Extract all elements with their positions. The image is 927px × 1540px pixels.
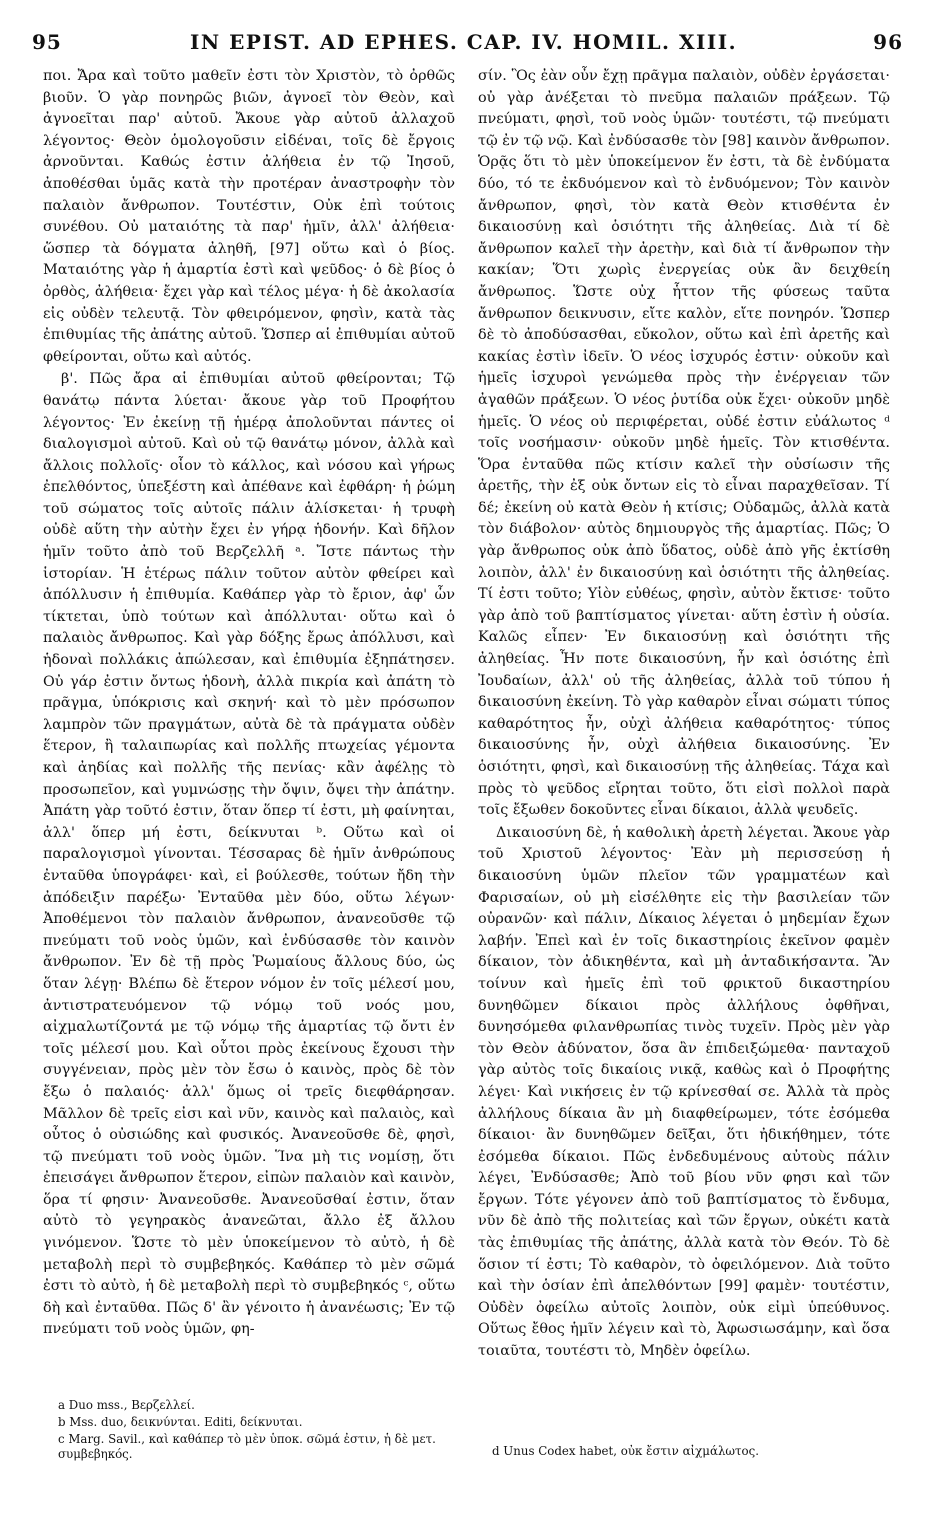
page-header (0, 30, 927, 60)
running-title: IN EPIST. AD EPHES. CAP. IV. HOMIL. XIII. (189, 30, 738, 54)
footnote-c: c Marg. Savil., καὶ καθάπερ τὸ μὲν ὑποκ. σῶμά ἐστιν, ἡ δὲ μετ. συμβεβηκός. (58, 1432, 436, 1461)
right-column (478, 66, 890, 1364)
left-paragraph-1: ποι. Ἄρα καὶ τοῦτο μαθεῖν ἐστι τὸν Χριστὸν, τὸ ὀρθῶς βιοῦν. Ὁ γὰρ πονηρῶς βιῶν, ἀγνοεῖ τὸν Θεὸν, καὶ ἀγνοεῖται παρ' αὐτοῦ. Ἄκουε γὰρ αὐτοῦ ἀλλαχοῦ λέγοντος· Θεὸν ὁμολογοῦσιν εἰδέναι, τοῖς δὲ ἔργοις ἀρνοῦνται. Καθώς ἐστιν ἀλήθεια ἐν τῷ Ἰησοῦ, ἀποθέσθαι ὑμᾶς κατὰ τὴν προτέραν ἀναστροφὴν τὸν παλαιὸν ἄνθρωπον. Τουτέστιν, Οὐκ ἐπὶ τούτοις συνέθου. Οὐ ματαιότης τὰ παρ' ἡμῖν, ἀλλ' ἀλήθεια· ὥσπερ τὰ δόγματα ἀληθῆ, [97] οὕτω καὶ ὁ βίος. Ματαιότης γὰρ ἡ ἁμαρτία ἐστὶ καὶ ψεῦδος· ὁ δὲ βίος ὁ ὀρθὸς, ἀλήθεια· ἔχει γὰρ καὶ τέλος μέγα· ἡ δὲ ἀκολασία εἰς οὐδὲν τελευτᾷ. Τὸν φθειρόμενον, φησὶν, κατὰ τὰς ἐπιθυμίας τῆς ἀπάτης αὐτοῦ. Ὥσπερ αἱ ἐπιθυμίαι αὐτοῦ φθείρονται, οὕτω καὶ αὐτός. (43, 68, 455, 365)
left-column (43, 66, 455, 1342)
footnote-a: a Duo mss., Βερζελλεί. (58, 1398, 195, 1412)
left-footnotes (58, 1398, 453, 1464)
right-paragraph-2: Δικαιοσύνη δὲ, ἡ καθολικὴ ἀρετὴ λέγεται. Ἄκουε γὰρ τοῦ Χριστοῦ λέγοντος· Ἐὰν μὴ περισσεύσῃ ἡ δικαιοσύνη ὑμῶν πλεῖον τῶν γραμματέων καὶ Φαρισαίων, οὐ μὴ εἰσέλθητε εἰς τὴν βασιλείαν τῶν οὐρανῶν· καὶ πάλιν, Δίκαιος λέγεται ὁ μηδεμίαν ἔχων λαβήν. Ἐπεὶ καὶ ἐν τοῖς δικαστηρίοις ἐκεῖνον φαμὲν δίκαιον, τὸν ἀδικηθέντα, καὶ μὴ ἀνταδικήσαντα. Ἂν τοίνυν καὶ ἡμεῖς ἐπὶ τοῦ φρικτοῦ δικαστηρίου δυνηθῶμεν δίκαιοι πρὸς ἀλλήλους ὀφθῆναι, δυνησόμεθα φιλανθρωπίας τινὸς τυχεῖν. Πρὸς μὲν γὰρ τὸν Θεὸν ἀδύνατον, ὅσα ἂν ἐπιδειξώμεθα· πανταχοῦ γὰρ αὐτὸς τοῖς δικαίοις νικᾷ, καθὼς καὶ ὁ Προφήτης λέγει· Καὶ νικήσεις ἐν τῷ κρίνεσθαί σε. Ἀλλὰ τὰ πρὸς ἀλλήλους δίκαια ἂν μὴ διαφθείρωμεν, τότε ἐσόμεθα δίκαιοι· ἂν δυνηθῶμεν δεῖξαι, ὅτι ἠδικήθημεν, τότε ἐσόμεθα δίκαιοι. Πῶς ἐνδεδυμένους αὐτοὺς πάλιν λέγει, Ἐνδύσασθε; Ἀπὸ τοῦ βίου νῦν φησι καὶ τῶν ἔργων. Τότε γέγονεν ἀπὸ τοῦ βαπτίσματος τὸ ἔνδυμα, νῦν δὲ ἀπὸ τῆς πολιτείας καὶ τῶν ἔργων, οὐκέτι κατὰ τὰς ἐπιθυμίας τῆς ἀπάτης, ἀλλὰ κατὰ τὸν Θεόν. Τὸ δὲ ὅσιον τί ἐστι; Τὸ καθαρὸν, τὸ ὀφειλόμενον. Διὰ τοῦτο καὶ τὴν ὁσίαν ἐπὶ ἀπελθόντων [99] φαμὲν· τουτέστιν, Οὐδὲν ὀφείλω αὐτοῖς λοιπὸν, οὐκ εἰμὶ ὑπεύθυνος. Οὕτως ἔθος ἡμῖν λέγειν καὶ τὸ, Ἀφωσιωσάμην, καὶ ὅσα τοιαῦτα, τουτέστι τὸ, Μηδὲν ὀφείλω. (478, 824, 890, 1360)
right-paragraph-1: σίν. Ὃς ἐὰν οὖν ἔχῃ πρᾶγμα παλαιὸν, οὐδὲν ἐργάσεται· οὐ γὰρ ἀνέξεται τὸ πνεῦμα παλαιῶν πράξεων. Τῷ πνεύματι, φησὶ, τοῦ νοὸς ὑμῶν· τουτέστι, τῷ πνεύματι τῷ ἐν τῷ νῷ. Καὶ ἐνδύσασθε τὸν [98] καινὸν ἄνθρωπον. Ὁρᾷς ὅτι τὸ μὲν ὑποκείμενον ἕν ἐστι, τὰ δὲ ἐνδύματα δύο, τό τε ἐκδυόμενον καὶ τὸ ἐνδυόμενον; Τὸν καινὸν ἄνθρωπον, φησὶ, τὸν κατὰ Θεὸν κτισθέντα ἐν δικαιοσύνῃ καὶ ὁσιότητι τῆς ἀληθείας. Διὰ τί δὲ ἄνθρωπον καλεῖ τὴν ἀρετὴν, καὶ διὰ τί ἄνθρωπον τὴν κακίαν; Ὅτι χωρὶς ἐνεργείας οὐκ ἂν δειχθείη ἄνθρωπος. Ὥστε οὐχ ἧττον τῆς φύσεως ταῦτα ἄνθρωπον δεικνυσιν, εἴτε καλὸν, εἴτε πονηρόν. Ὥσπερ δὲ τὸ ἀποδύσασθαι, εὔκολον, οὕτω καὶ ἐπὶ ἀρετῆς καὶ κακίας ἐστὶν ἰδεῖν. Ὁ νέος ἰσχυρός ἐστιν· οὐκοῦν καὶ ἡμεῖς ἰσχυροὶ γενώμεθα πρὸς τὴν ἐνέργειαν τῶν ἀγαθῶν πράξεων. Ὁ νέος ῥυτίδα οὐκ ἔχει· οὐκοῦν μηδὲ ἡμεῖς. Ὁ νέος οὐ περιφέρεται, οὐδέ ἐστιν εὐάλωτος ᵈ τοῖς νοσήμασιν· οὐκοῦν μηδὲ ἡμεῖς. Τὸν κτισθέντα. Ὅρα ἐνταῦθα πῶς κτίσιν καλεῖ τὴν οὐσίωσιν τῆς ἀρετῆς, τὴν ἐξ οὐκ ὄντων εἰς τὸ εἶναι παραχθεῖσαν. Τί δέ; ἐκείνη οὐ κατὰ Θεὸν ἡ κτίσις; Οὐδαμῶς, ἀλλὰ κατὰ τὸν διάβολον· αὐτὸς δημιουργὸς τῆς ἁμαρτίας. Πῶς; Ὁ γὰρ ἄνθρωπος οὐκ ἀπὸ ὕδατος, οὐδὲ ἀπὸ γῆς ἐκτίσθη λοιπὸν, ἀλλ' ἐν δικαιοσύνῃ καὶ ὁσιότητι τῆς ἀληθείας. Τί ἐστι τοῦτο; Υἱὸν εὐθέως, φησὶν, αὐτὸν ἔκτισε· τοῦτο γὰρ ἀπὸ τοῦ βαπτίσματος γίνεται· αὕτη ἐστὶν ἡ οὐσία. Καλῶς εἶπεν· Ἐν δικαιοσύνῃ καὶ ὁσιότητι τῆς ἀληθείας. Ἦν ποτε δικαιοσύνη, ἦν καὶ ὁσιότης ἐπὶ Ἰουδαίων, ἀλλ' οὐ τῆς ἀληθείας, ἀλλὰ τοῦ τύπου ἡ δικαιοσύνη ἐκείνη. Τὸ γὰρ καθαρὸν εἶναι σώματι τύπος καθαρότητος ἦν, οὐχὶ ἀλήθεια καθαρότητος· τύπος δικαιοσύνης ἦν, οὐχὶ ἀλήθεια δικαιοσύνης. Ἐν ὁσιότητι, φησὶ, καὶ δικαιοσύνῃ τῆς ἀληθείας. Τάχα καὶ πρὸς τὸ ψεῦδος εἴρηται τοῦτο, ὅτι εἰσὶ πολλοὶ παρὰ τοῖς ἔξωθεν δοκοῦντες εἶναι δίκαιοι, ἀλλὰ ψευδεῖς. (478, 68, 890, 819)
left-page-number: 95 (32, 30, 62, 54)
footnote-d: d Unus Codex habet, οὐκ ἔστιν αἰχμάλωτος. (492, 1444, 760, 1458)
right-page-number: 96 (873, 30, 903, 54)
left-paragraph-2: β'. Πῶς ἄρα αἱ ἐπιθυμίαι αὐτοῦ φθείρονται; Τῷ θανάτῳ πάντα λύεται· ἄκουε γὰρ τοῦ Προφήτου λέγοντος· Ἐν ἐκείνῃ τῇ ἡμέρᾳ ἀπολοῦνται πάντες οἱ διαλογισμοὶ αὐτοῦ. Καὶ οὐ τῷ θανάτῳ μόνον, ἀλλὰ καὶ ἄλλοις πολλοῖς· οἷον τὸ κάλλος, καὶ νόσου καὶ γήρως ἐπελθόντος, ὑπεξέστη καὶ ἀπέθανε καὶ ἐφθάρη· ἡ ῥώμη τοῦ σώματος τοῖς αὐτοῖς πάλιν ἁλίσκεται· ἡ τρυφὴ οὐδὲ αὕτη τὴν αὐτὴν ἔχει ἐν γήρᾳ ἡδονήν. Καὶ δῆλον ἡμῖν τοῦτο ἀπὸ τοῦ Βερζελλῆ ᵃ. Ἴστε πάντως τὴν ἱστορίαν. Ἡ ἑτέρως πάλιν τοῦτον αὐτὸν φθείρει καὶ ἀπόλλυσιν ἡ ἐπιθυμία. Καθάπερ γὰρ τὸ ἔριον, ἀφ' ὧν τίκτεται, ὑπὸ τούτων καὶ ἀπόλλυται· οὕτω καὶ ὁ παλαιὸς ἄνθρωπος. Καὶ γὰρ δόξης ἔρως ἀπόλλυσι, καὶ ἡδοναὶ πολλάκις ἀπώλεσαν, καὶ ἐπιθυμία ἐξηπάτησεν. Οὐ γάρ ἐστιν ὄντως ἡδονὴ, ἀλλὰ πικρία καὶ ἀπάτη τὸ πρᾶγμα, ὑπόκρισις καὶ σκηνή· καὶ τὸ μὲν πρόσωπον λαμπρὸν τῶν πραγμάτων, αὐτὰ δὲ τὰ πράγματα οὐδὲν ἕτερον, ἢ ταλαιπωρίας καὶ πολλῆς πτωχείας γέμοντα καὶ ἀηδίας καὶ πολλῆς τῆς πενίας· κἂν ἀφέλῃς τὸ προσωπεῖον, καὶ γυμνώσῃς τὴν ὄψιν, ὄψει τὴν ἀπάτην. Ἀπάτη γὰρ τοῦτό ἐστιν, ὅταν ὅπερ τί ἐστι, μὴ φαίνηται, ἀλλ' ὅπερ μή ἐστι, δείκνυται ᵇ. Οὕτω καὶ οἱ παραλογισμοὶ γίνονται. Τέσσαρας δὲ ἡμῖν ἀνθρώπους ἐνταῦθα ὑπογράφει· καὶ, εἰ βούλεσθε, τούτων ἤδη τὴν ἀπόδειξιν παρέξω· Ἐνταῦθα μὲν δύο, οὕτω λέγων· Ἀποθέμενοι τὸν παλαιὸν ἄνθρωπον, ἀνανεοῦσθε τῷ πνεύματι τοῦ νοὸς ὑμῶν, καὶ ἐνδύσασθε τὸν καινὸν ἄνθρωπον. Ἐν δὲ τῇ πρὸς Ῥωμαίους ἄλλους δύο, ὡς ὅταν λέγῃ· Βλέπω δὲ ἕτερον νόμον ἐν τοῖς μέλεσί μου, ἀντιστρατευόμενον τῷ νόμῳ τοῦ νοός μου, αἰχμαλωτίζοντά με τῷ νόμῳ τῆς ἁμαρτίας τῷ ὄντι ἐν τοῖς μέλεσί μου. Καὶ οὗτοι πρὸς ἐκείνους ἔχουσι τὴν συγγένειαν, πρὸς μὲν τὸν ἔσω ὁ καινὸς, πρὸς δὲ τὸν ἔξω ὁ παλαιός· ἀλλ' ὅμως οἱ τρεῖς διεφθάρησαν. Μᾶλλον δὲ τρεῖς εἰσι καὶ νῦν, καινὸς καὶ παλαιὸς, καὶ οὗτος ὁ οὐσιώδης καὶ φυσικός. Ἀνανεοῦσθε δὲ, φησὶ, τῷ πνεύματι τοῦ νοὸς ὑμῶν. Ἵνα μὴ τις νομίσῃ, ὅτι ἐπεισάγει ἄνθρωπον ἕτερον, εἰπὼν παλαιὸν καὶ καινὸν, ὅρα τί φησιν· Ἀνανεοῦσθε. Ἀνανεοῦσθαί ἐστιν, ὅταν αὐτὸ τὸ γεγηρακὸς ἀνανεῶται, ἄλλο ἐξ ἄλλου γινόμενον. Ὥστε τὸ μὲν ὑποκείμενον τὸ αὐτὸ, ἡ δὲ μεταβολὴ περὶ τὸ συμβεβηκός. Καθάπερ τὸ μὲν σῶμά ἐστι τὸ αὐτὸ, ἡ δὲ μεταβολὴ περὶ τὸ συμβεβηκός ᶜ, οὕτω δὴ καὶ ἐνταῦθα. Πῶς δ' ἂν γένοιτο ἡ ἀνανέωσις; Ἐν τῷ πνεύματι τοῦ νοὸς ὑμῶν, φη- (43, 371, 455, 1338)
right-footnotes (492, 1444, 892, 1461)
footnote-b: b Mss. duo, δεικνύνται. Editi, δείκνυται. (58, 1415, 303, 1429)
